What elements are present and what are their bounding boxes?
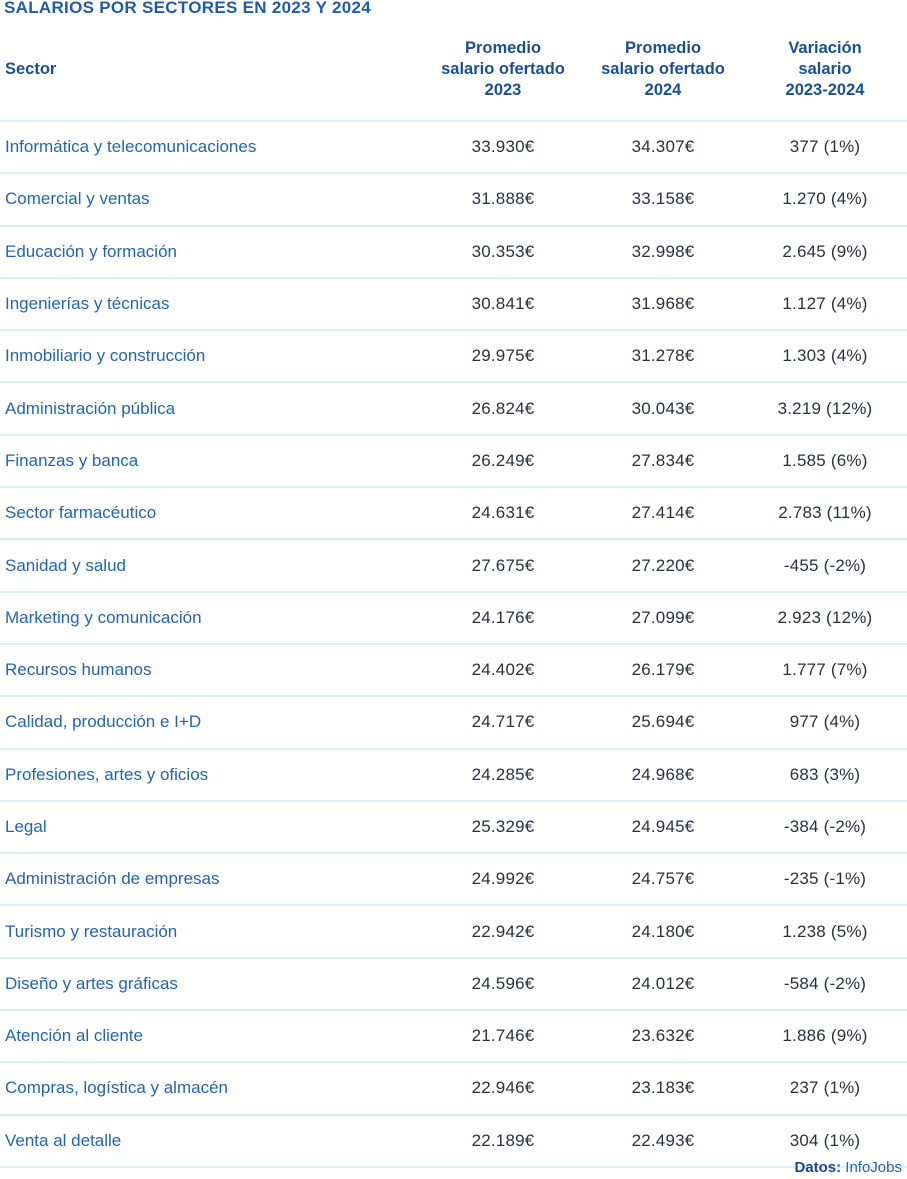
- table-row: [0, 643, 907, 695]
- salary-2024-value: 23.183€: [631, 1078, 695, 1098]
- salary-2023-value: 22.942€: [471, 921, 535, 941]
- column-header-line: 2023: [484, 80, 522, 99]
- salary-2023-value: 24.285€: [471, 764, 535, 784]
- sector-name: Diseño y artes gráficas: [5, 973, 178, 993]
- table-row: [0, 957, 907, 1009]
- column-header-salario-2024: [583, 38, 743, 101]
- table-row: [0, 381, 907, 433]
- column-header-variacion: [743, 38, 907, 101]
- salary-2024-value: 27.834€: [631, 450, 695, 470]
- variation-value: 683 (3%): [789, 764, 861, 784]
- page-title: SALARIOS POR SECTORES EN 2023 Y 2024: [4, 0, 372, 17]
- sector-name: Finanzas y banca: [5, 450, 139, 470]
- variation-value: 1.238 (5%): [782, 921, 868, 941]
- table-row: [0, 277, 907, 329]
- table-row: [0, 748, 907, 800]
- table-row: [0, 434, 907, 486]
- column-header-sector: [0, 59, 423, 80]
- salary-2024-value: 27.220€: [631, 555, 695, 575]
- column-header-line: 2024: [644, 80, 682, 99]
- sector-name: Atención al cliente: [5, 1026, 143, 1046]
- table-body: [0, 120, 907, 1168]
- salary-2024-value: 33.158€: [631, 189, 695, 209]
- variation-value: -235 (-1%): [783, 869, 867, 889]
- table-row: [0, 1061, 907, 1113]
- salary-2024-value: 32.998€: [631, 241, 695, 261]
- variation-value: -584 (-2%): [783, 973, 867, 993]
- sector-name: Comercial y ventas: [5, 189, 150, 209]
- variation-value: 237 (1%): [789, 1078, 861, 1098]
- variation-value: 1.777 (7%): [782, 660, 868, 680]
- salary-2023-value: 29.975€: [471, 346, 535, 366]
- variation-value: 304 (1%): [789, 1130, 861, 1150]
- salary-2024-value: 24.945€: [631, 817, 695, 836]
- sector-name: Ingenierías y técnicas: [5, 294, 170, 314]
- sector-name: Sanidad y salud: [5, 555, 126, 575]
- sector-name: Sector farmacéutico: [5, 503, 157, 523]
- table-row: [0, 172, 907, 224]
- salary-2023-value: 26.824€: [471, 398, 535, 418]
- sector-name: Informática y telecomunicaciones: [5, 137, 257, 157]
- variation-value: 377 (1%): [789, 137, 861, 157]
- salary-2024-value: 24.012€: [631, 973, 695, 993]
- salary-2024-value: 22.493€: [631, 1130, 695, 1150]
- variation-value: 1.886 (9%): [782, 1026, 868, 1046]
- salary-2024-value: 23.632€: [631, 1026, 695, 1046]
- variation-value: 2.923 (12%): [777, 607, 873, 627]
- table-row: [0, 695, 907, 747]
- salary-2024-value: 34.307€: [631, 137, 695, 157]
- salary-2023-value: 30.353€: [471, 241, 535, 261]
- salary-2024-value: 27.099€: [631, 607, 695, 627]
- salary-2023-value: 27.675€: [471, 555, 535, 575]
- source-label: Datos:: [794, 1159, 842, 1176]
- salary-2024-value: 31.278€: [631, 346, 695, 366]
- variation-value: -455 (-2%): [783, 555, 867, 575]
- salary-2023-value: 24.176€: [471, 607, 535, 627]
- salary-2023-value: 25.329€: [471, 817, 535, 836]
- column-header-label: Sector: [5, 59, 57, 78]
- salary-2024-value: 26.179€: [631, 660, 695, 680]
- source-value: InfoJobs: [845, 1159, 902, 1176]
- variation-value: 1.303 (4%): [782, 346, 868, 366]
- salary-2023-value: 24.596€: [471, 973, 535, 993]
- column-header-line: salario ofertado: [441, 59, 565, 78]
- variation-value: 2.645 (9%): [782, 241, 868, 261]
- table-row: [0, 904, 907, 956]
- salary-2023-value: 24.992€: [471, 869, 535, 889]
- table-row: [0, 800, 907, 852]
- sector-name: Legal: [5, 817, 47, 836]
- table-row: [0, 852, 907, 904]
- table-row: [0, 486, 907, 538]
- column-header-line: Promedio: [624, 38, 702, 57]
- variation-value: 3.219 (12%): [777, 398, 873, 418]
- salary-2023-value: 33.930€: [471, 137, 535, 157]
- sector-name: Recursos humanos: [5, 660, 152, 680]
- table-row: [0, 1009, 907, 1061]
- sector-name: Administración pública: [5, 398, 176, 418]
- salary-2023-value: 31.888€: [471, 189, 535, 209]
- column-header-line: 2023-2024: [785, 80, 865, 99]
- salary-2024-value: 24.180€: [631, 921, 695, 941]
- source-note: [794, 1158, 902, 1177]
- salary-2024-value: 24.757€: [631, 869, 695, 889]
- salary-2024-value: 27.414€: [631, 503, 695, 523]
- sector-name: Marketing y comunicación: [5, 607, 202, 627]
- table-row: [0, 329, 907, 381]
- variation-value: 1.127 (4%): [782, 294, 868, 314]
- salary-2023-value: 26.249€: [471, 450, 535, 470]
- table-header-row: [0, 18, 907, 120]
- sector-name: Educación y formación: [5, 241, 177, 261]
- table-row: [0, 1114, 907, 1166]
- variation-value: 977 (4%): [789, 712, 861, 732]
- sector-name: Inmobiliario y construcción: [5, 346, 206, 366]
- salary-2023-value: 22.189€: [471, 1130, 535, 1150]
- salary-2024-value: 31.968€: [631, 294, 695, 314]
- variation-value: -384 (-2%): [783, 817, 867, 836]
- table-row: [0, 225, 907, 277]
- variation-value: 2.783 (11%): [778, 503, 872, 523]
- sector-name: Administración de empresas: [5, 869, 220, 889]
- salary-2023-value: 24.402€: [471, 660, 535, 680]
- sector-name: Compras, logística y almacén: [5, 1078, 228, 1098]
- salary-2023-value: 22.946€: [471, 1078, 535, 1098]
- table-row: [0, 538, 907, 590]
- sector-name: Calidad, producción e I+D: [5, 712, 202, 732]
- salary-2024-value: 25.694€: [631, 712, 695, 732]
- column-header-line: Promedio: [464, 38, 542, 57]
- table-row: [0, 591, 907, 643]
- column-header-line: salario: [798, 59, 852, 78]
- table-row: [0, 120, 907, 172]
- salary-table: [0, 18, 907, 1168]
- salary-2023-value: 30.841€: [471, 294, 535, 314]
- variation-value: 1.270 (4%): [782, 189, 868, 209]
- variation-value: 1.585 (6%): [782, 450, 868, 470]
- column-header-salario-2023: [423, 38, 583, 101]
- salary-2023-value: 24.631€: [471, 503, 535, 523]
- salary-2024-value: 24.968€: [631, 764, 695, 784]
- salary-2023-value: 24.717€: [471, 712, 535, 732]
- salary-2024-value: 30.043€: [631, 398, 695, 418]
- sector-name: Turismo y restauración: [5, 921, 178, 941]
- column-header-line: salario ofertado: [601, 59, 725, 78]
- column-header-line: Variación: [788, 38, 862, 57]
- salary-2023-value: 21.746€: [471, 1026, 535, 1046]
- sector-name: Profesiones, artes y oficios: [5, 764, 209, 784]
- sector-name: Venta al detalle: [5, 1130, 122, 1150]
